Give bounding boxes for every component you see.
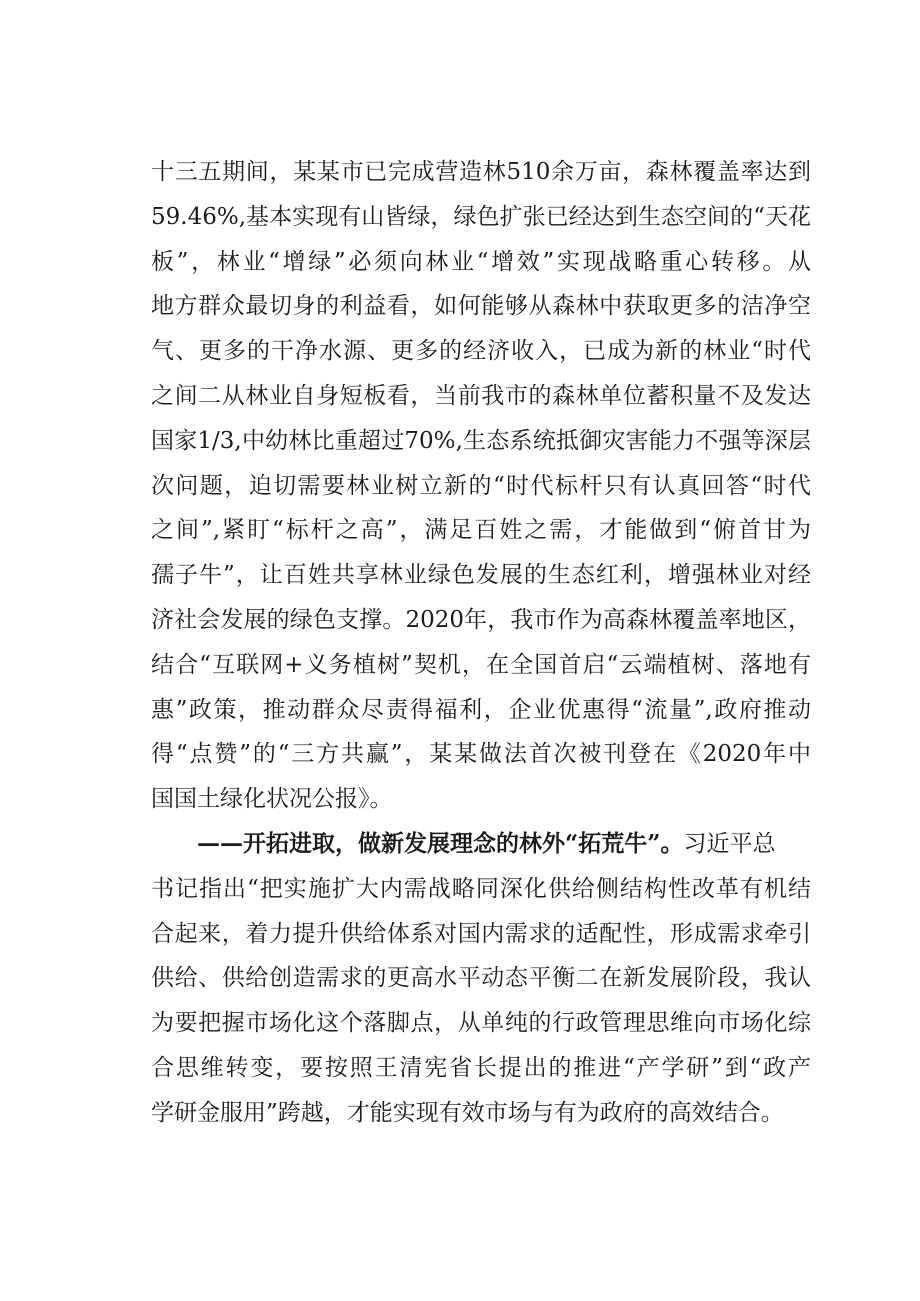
paragraph-line: 为要把握市场化这个落脚点，从单纯的行政管理思维向市场化综 xyxy=(151,1010,811,1037)
paragraph-line: 次问题，迫切需要林业树立新的“时代标杆只有认真回答“时代 xyxy=(151,472,811,499)
paragraph-text: 习近平总 xyxy=(683,830,776,857)
paragraph-line: 济社会发展的绿色支撑。2020年，我市作为高森林覆盖率地区， xyxy=(151,606,811,633)
paragraph-line: 结合“互联网+义务植树”契机，在全国首启“云端植树、落地有 xyxy=(151,651,811,678)
paragraph-line: 孺子牛”，让百姓共享林业绿色发展的生态红利，增强林业对经 xyxy=(151,562,811,589)
paragraph-line: 得“点赞”的“三方共赢”，某某做法首次被刊登在《2020年中 xyxy=(151,741,811,768)
paragraph-line: 合思维转变，要按照王清宪省长提出的推进“产学研”到“政产 xyxy=(151,1054,811,1081)
paragraph-line: 国国土绿化状况公报》。 xyxy=(151,786,393,813)
paragraph-line: 供给、供给创造需求的更高水平动态平衡二在新发展阶段，我认 xyxy=(151,965,811,992)
section-heading: ——开拓进取，做新发展理念的林外“拓荒牛”。 xyxy=(197,829,684,857)
paragraph-line: 国家1/3,中幼林比重超过70%,生态系统抵御灾害能力不强等深层 xyxy=(151,427,811,454)
paragraph-line: 学研金服用”跨越，才能实现有效市场与有为政府的高效结合。 xyxy=(151,1099,784,1126)
paragraph-2 xyxy=(151,822,811,1136)
paragraph-line: 惠”政策，推动群众尽责得福利，企业优惠得“流量”,政府推动 xyxy=(151,696,811,723)
paragraph-line: 59.46%,基本实现有山皆绿，绿色扩张已经达到生态空间的“天花 xyxy=(151,203,811,230)
paragraph-line: 地方群众最切身的利益看，如何能够从森林中获取更多的洁净空 xyxy=(151,293,811,320)
paragraph-line: 板”，林业“增绿”必须向林业“增效”实现战略重心转移。从 xyxy=(151,248,811,275)
paragraph-line: 合起来，着力提升供给体系对国内需求的适配性，形成需求牵引 xyxy=(151,920,811,947)
paragraph-line: 书记指出“把实施扩大内需战略同深化供给侧结构性改革有机结 xyxy=(151,875,811,902)
document-body xyxy=(151,150,811,1136)
paragraph-line: 之间二从林业自身短板看，当前我市的森林单位蓄积量不及发达 xyxy=(151,382,811,409)
paragraph-line: 之间”,紧盯“标杆之高”，满足百姓之需，才能做到“俯首甘为 xyxy=(151,517,811,544)
paragraph-1 xyxy=(151,150,811,822)
paragraph-first-line xyxy=(151,822,811,867)
paragraph-line: 气、更多的干净水源、更多的经济收入，已成为新的林业“时代 xyxy=(151,338,811,365)
paragraph-line: 十三五期间，某某市已完成营造林510余万亩，森林覆盖率达到 xyxy=(151,159,811,185)
